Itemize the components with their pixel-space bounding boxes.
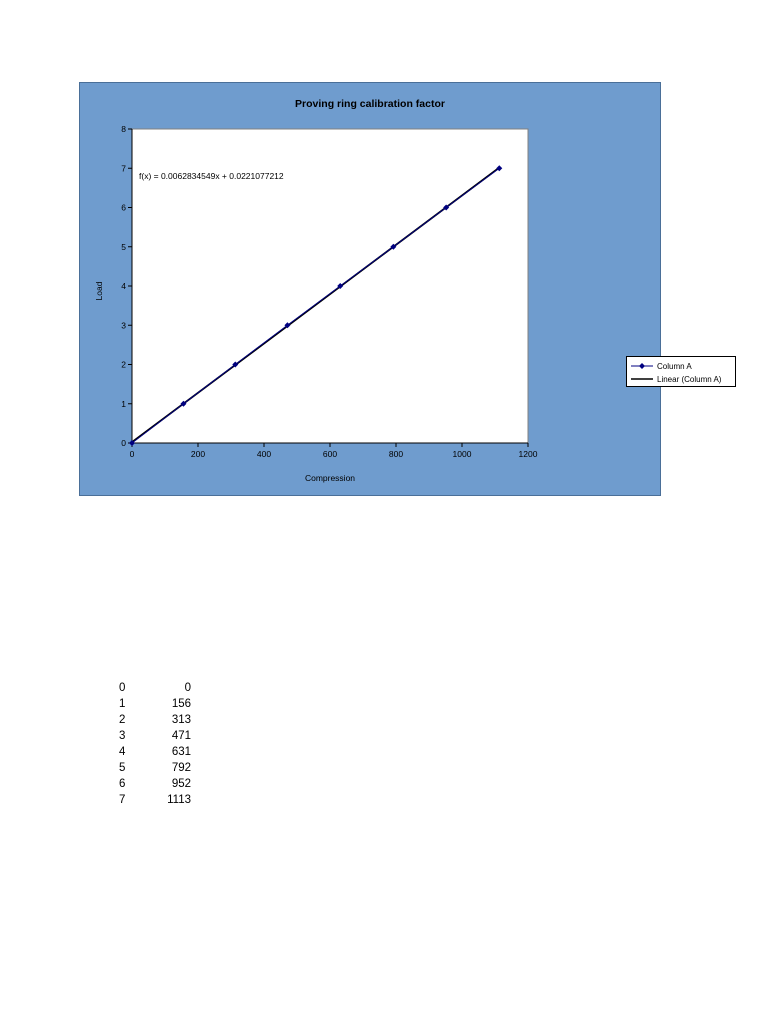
legend-item-series: [631, 360, 692, 372]
table-row: [113, 776, 191, 792]
data-table: [113, 680, 191, 808]
y-tick-label: 6: [121, 202, 126, 213]
x-tick-label: 200: [190, 449, 206, 459]
y-tick-label: 2: [121, 359, 126, 370]
table-cell-compression: 952: [171, 778, 191, 790]
y-tick-label: 8: [121, 124, 126, 134]
table-cell-compression: 156: [171, 698, 191, 710]
x-tick-label: 400: [256, 449, 272, 459]
y-tick-label: 0: [121, 438, 126, 448]
table-cell-compression: 1113: [167, 794, 191, 806]
y-tick-label: 7: [121, 163, 126, 174]
y-tick-label: 5: [121, 241, 126, 252]
table-cell-load: 3: [119, 730, 126, 742]
table-row: [113, 696, 191, 712]
y-tick-label: 1: [121, 398, 126, 409]
legend-label-series: Column A: [657, 361, 692, 371]
table-cell-compression: 313: [171, 714, 191, 726]
x-tick-label: 1200: [518, 449, 538, 459]
table-row: [113, 792, 191, 808]
legend-item-trendline: [631, 373, 721, 385]
table-cell-load: 2: [119, 714, 126, 726]
legend-swatch-trendline: [631, 374, 653, 384]
chart-legend: [626, 356, 736, 387]
table-row: [113, 680, 191, 696]
table-row: [113, 760, 191, 776]
table-row: [113, 728, 191, 744]
table-cell-load: 7: [119, 794, 126, 806]
table-cell-load: 1: [119, 698, 126, 710]
chart-title: Proving ring calibration factor: [295, 98, 445, 110]
table-cell-compression: 0: [184, 682, 191, 694]
trendline-equation: f(x) = 0.0062834549x + 0.0221077212: [139, 171, 284, 181]
legend-label-trendline: Linear (Column A): [657, 374, 722, 384]
x-tick-label: 1000: [452, 449, 472, 459]
x-axis-label: Compression: [304, 473, 356, 483]
chart-svg: [80, 83, 662, 497]
y-tick-label: 4: [121, 281, 126, 291]
x-tick-label: 600: [322, 449, 338, 459]
y-axis-label: Load: [94, 281, 104, 301]
table-cell-compression: 471: [171, 730, 191, 742]
table-cell-load: 0: [119, 682, 126, 694]
data-table-body: [113, 680, 191, 808]
legend-swatch-series: [631, 361, 653, 371]
table-row: [113, 712, 191, 728]
y-tick-label: 3: [121, 320, 126, 331]
table-cell-load: 6: [119, 778, 126, 790]
table-cell-load: 4: [119, 746, 126, 758]
table-cell-compression: 792: [171, 762, 191, 774]
table-cell-compression: 631: [171, 746, 191, 758]
x-tick-label: 800: [388, 449, 404, 459]
chart-frame: [79, 82, 722, 496]
x-tick-label: 0: [129, 449, 135, 459]
table-row: [113, 744, 191, 760]
table-cell-load: 5: [119, 762, 126, 774]
